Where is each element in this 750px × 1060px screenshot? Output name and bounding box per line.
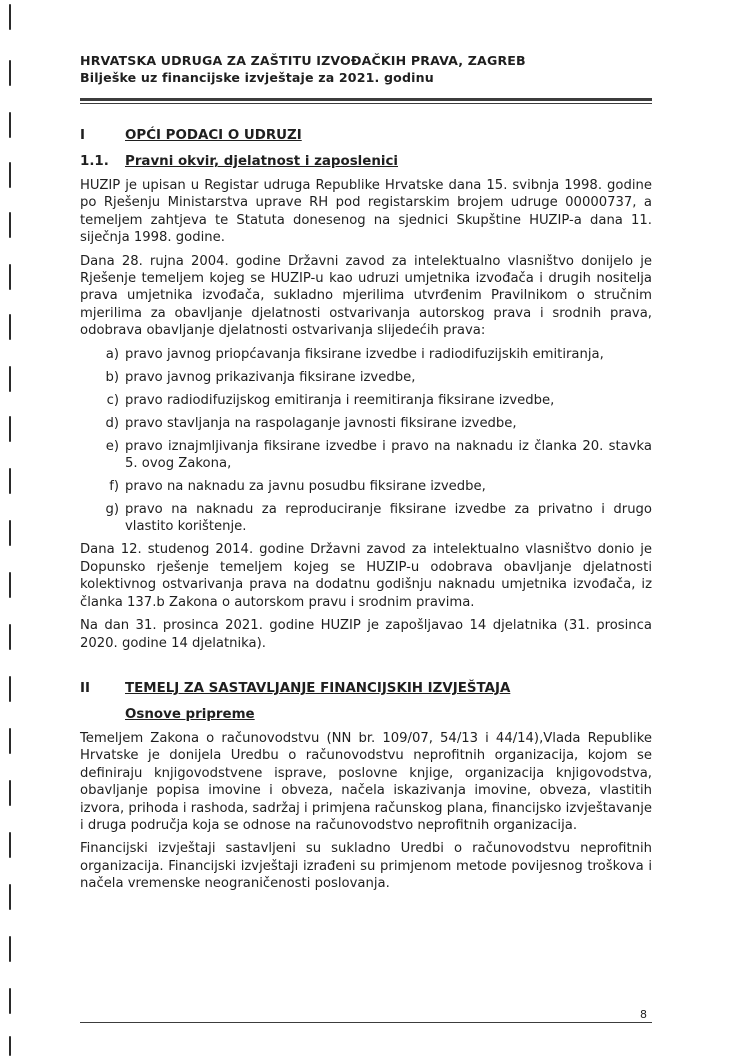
binder-mark [9, 572, 11, 598]
binder-mark [9, 314, 11, 340]
binder-mark [9, 112, 11, 138]
header-organization: HRVATSKA UDRUGA ZA ZAŠTITU IZVOĐAČKIH PRAVA, ZAGREB [80, 53, 526, 68]
subsection-basis-heading [80, 706, 652, 724]
list-item [80, 346, 652, 363]
header-rule-thick [80, 98, 652, 101]
list-item-text: pravo na naknadu za javnu posudbu fiksirane izvedbe, [125, 479, 486, 495]
subsection-1-1-number: 1.1. [80, 154, 109, 169]
list-item-letter: a) [105, 346, 119, 362]
list-item-text: pravo stavljanja na raspolaganje javnosti fiksirane izvedbe, [125, 415, 517, 431]
binder-mark [9, 60, 11, 86]
list-item [80, 369, 652, 386]
section-1-number: I [80, 128, 85, 143]
binder-mark [9, 468, 11, 494]
page-number: 8 [640, 1008, 647, 1021]
binder-mark [9, 676, 11, 702]
header-rule-thin [80, 103, 652, 104]
list-item [80, 478, 652, 495]
paragraph-accounting-law: Temeljem Zakona o računovodstvu (NN br. 109/07, 54/13 i 44/14),Vlada Republike Hrvatske je donijela Uredbu o računovodstvu neprofitnih organizacija, kojom se definiraju knjigovodstvene isprave, poslovne knjige, organizacija knjigovodstva, obavljanje popisa imovine i obveza, načela iskazivanja imovine, obveza, vlastitih izvora, prihoda i rashoda, sadržaj i primjena računskog plana, financijsko izvještavanje i druga područja koja se odnose na računovodstvo neprofitnih organizacija. [80, 730, 652, 833]
list-item-letter: f) [109, 479, 119, 495]
paragraph-supplementary-decision: Dana 12. studenog 2014. godine Državni zavod za intelektualno vlasništvo donio je Dopunsko rješenje temeljem kojeg se HUZIP-u odobrava obavljanje djelatnosti kolektivnog ostvarivanja prava na dodatnu godišnju naknadu umjetnika izvođača, iz članka 137.b Zakona o autorskom pravu i srodnim pravima. [80, 542, 652, 610]
list-item-letter: b) [105, 369, 119, 385]
binder-mark [9, 162, 11, 188]
subsection-basis-title: Osnove pripreme [125, 706, 255, 722]
list-item-letter: d) [105, 415, 119, 431]
subsection-1-1-heading [80, 153, 652, 171]
list-item-letter: g) [105, 502, 119, 518]
list-item [80, 392, 652, 409]
binder-mark [9, 520, 11, 546]
binder-mark [9, 832, 11, 858]
binder-mark [9, 212, 11, 238]
binder-mark [9, 4, 11, 30]
binder-mark [9, 988, 11, 1014]
footer-rule [80, 1022, 652, 1023]
list-item-text: pravo javnog priopćavanja fiksirane izvedbe i radiodifuzijskih emitiranja, [125, 346, 604, 362]
header-report-title: Bilješke uz financijske izvještaje za 2021. godinu [80, 70, 434, 85]
paragraph-registration: HUZIP je upisan u Registar udruga Republike Hrvatske dana 15. svibnja 1998. godine po Rješenju Ministarstva uprave RH pod registarskim brojem udruge 00000737, a temeljem zahtjeva te Statuta donesenog na sjednici Skupštine HUZIP-a dana 11. siječnja 1998. godine. [80, 178, 652, 246]
list-item [80, 415, 652, 432]
section-1-heading [80, 127, 652, 145]
list-item-letter: e) [105, 438, 119, 454]
binder-mark [9, 1036, 11, 1056]
section-2-title: TEMELJ ZA SASTAVLJANJE FINANCIJSKIH IZVJEŠTAJA [125, 680, 511, 696]
list-item-text: pravo na naknadu za reproduciranje fiksirane izvedbe za privatno i drugo vlastito korištenje. [125, 502, 652, 535]
list-item-text: pravo javnog prikazivanja fiksirane izvedbe, [125, 369, 416, 385]
paragraph-employees: Na dan 31. prosinca 2021. godine HUZIP je zapošljavao 14 djelatnika (31. prosinca 2020. godine 14 djelatnika). [80, 618, 652, 651]
paragraph-decision-2004: Dana 28. rujna 2004. godine Državni zavod za intelektualno vlasništvo donijelo je Rješenje temeljem kojeg se HUZIP-u kao udruzi umjetnika izvođača i drugih nositelja prava umjetnika izvođača, sukladno mjerilima utvrđenim Pravilnikom o stručnim mjerilima za obavljanje djelatnosti ostvarivanja autorskog prava i srodnih prava, odobrava obavljanje djelatnosti ostvarivanja slijedećih prava: [80, 253, 652, 339]
rights-list [80, 346, 652, 536]
binder-mark [9, 884, 11, 910]
binder-mark [9, 936, 11, 962]
section-2-heading [80, 680, 652, 698]
section-1-title: OPĆI PODACI O UDRUZI [125, 128, 302, 143]
binder-mark [9, 728, 11, 754]
section-2-number: II [80, 680, 90, 696]
binder-mark [9, 366, 11, 392]
document-page [80, 52, 652, 893]
list-item [80, 501, 652, 536]
list-item-text: pravo iznajmljivanja fiksirane izvedbe i pravo na naknadu iz članka 20. stavka 5. ovog Zakona, [125, 438, 652, 472]
binder-mark [9, 624, 11, 650]
list-item [80, 438, 652, 473]
binder-mark [9, 416, 11, 442]
binder-mark [9, 264, 11, 290]
list-item-letter: c) [106, 392, 119, 408]
binder-mark [9, 780, 11, 806]
list-item-text: pravo radiodifuzijskog emitiranja i reemitiranja fiksirane izvedbe, [125, 392, 555, 408]
subsection-1-1-title: Pravni okvir, djelatnost i zaposlenici [125, 154, 398, 169]
paragraph-financial-statements: Financijski izvještaji sastavljeni su sukladno Uredbi o računovodstvu neprofitnih organizacija. Financijski izvještaji izrađeni su primjenom metode povijesnog troškova i načela vremenske neograničenosti poslovanja. [80, 841, 652, 892]
